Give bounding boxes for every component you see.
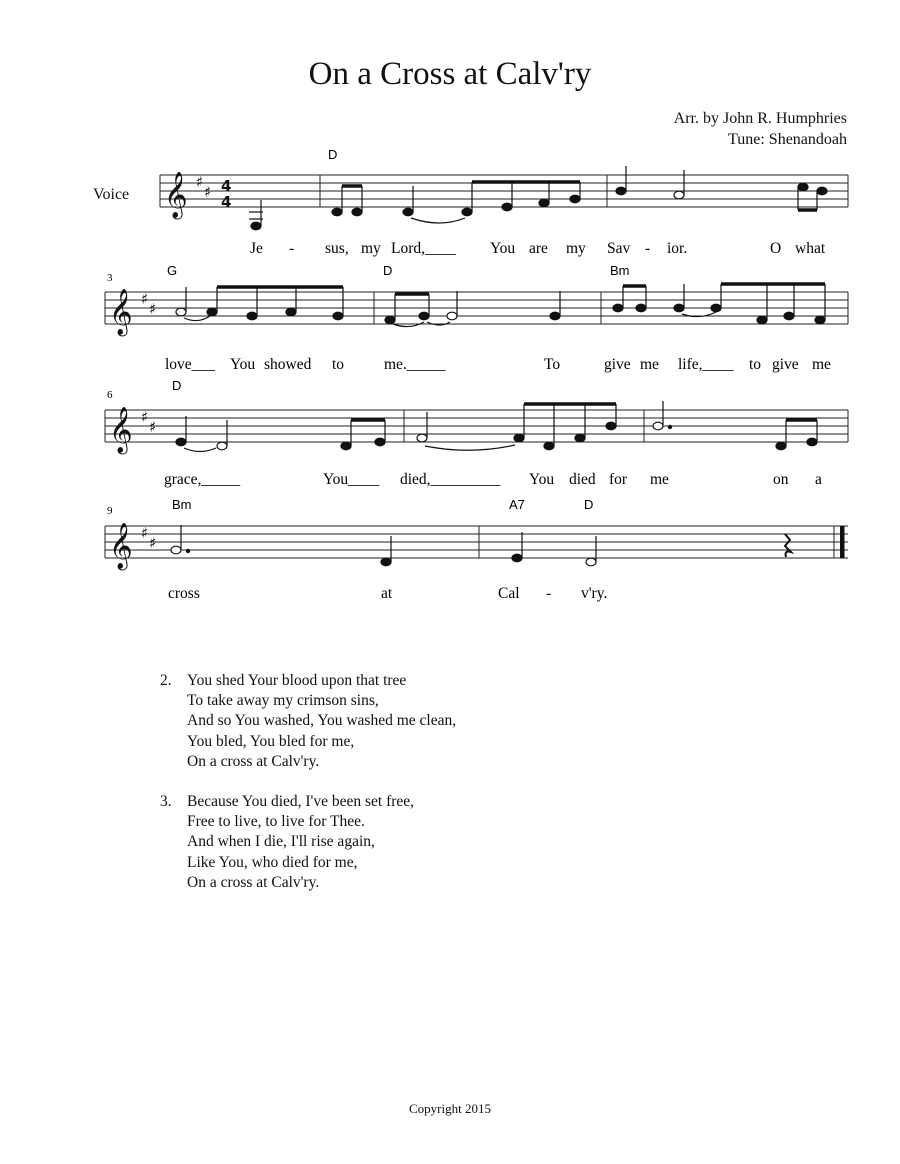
verse-2 [160, 671, 456, 772]
chord-symbol: Bm [610, 263, 630, 278]
verse-line: On a cross at Calv'ry. [187, 873, 320, 891]
chord-symbol: A7 [509, 497, 525, 512]
verse-line: You shed Your blood upon that tree [187, 672, 407, 689]
chord-symbol: D [584, 497, 594, 512]
copyright-notice: Copyright 2015 [409, 1101, 491, 1116]
lyric-syllable: died,_________ [400, 471, 501, 488]
verse-line: Free to live, to live for Thee. [187, 813, 365, 831]
chord-symbol: Bm [172, 497, 192, 512]
lyric-syllable: my [361, 240, 381, 257]
lyric-syllable: to [749, 356, 762, 373]
part-label-voice: Voice [93, 186, 130, 203]
lyric-syllable: You [490, 240, 516, 257]
lyric-syllable: To [544, 356, 561, 373]
treble-clef-icon: 𝄞 [109, 523, 133, 569]
quarter-rest-icon [785, 534, 791, 557]
measure-number: 9 [107, 505, 113, 517]
chord-symbol: D [383, 263, 393, 278]
lyric-syllable: Sav [607, 240, 631, 257]
notes-system-2 [176, 284, 825, 327]
lyric-syllable: on [773, 471, 789, 488]
lyric-syllable: give [772, 356, 799, 373]
lyric-syllable: You____ [323, 471, 380, 488]
lyric-syllable: Je [250, 240, 263, 257]
lyric-syllable: Cal [498, 585, 520, 602]
lyric-syllable: what [795, 240, 826, 257]
key-sharp-icon: ♯ [149, 418, 157, 436]
key-sharp-icon: ♯ [149, 300, 157, 318]
lyric-syllable: for [609, 471, 628, 488]
lyric-syllable: a [815, 471, 822, 488]
verse-number: 3. [160, 793, 172, 811]
measure-number: 3 [107, 272, 113, 284]
lyric-syllable: - [546, 585, 552, 602]
lyric-syllable: me [812, 356, 831, 373]
lyric-syllable: - [645, 240, 651, 257]
verse-line: To take away my crimson sins, [187, 692, 379, 710]
lyric-syllable: my [566, 240, 586, 257]
lyric-syllable: to [332, 356, 345, 373]
chord-symbol: D [172, 378, 182, 393]
lyric-syllable: sus, [325, 240, 349, 257]
time-sig-bottom: 4 [221, 193, 232, 211]
lyric-syllable: - [289, 240, 295, 257]
staff-lines [105, 175, 848, 558]
lyric-syllable: O [770, 240, 782, 257]
lyric-syllable: at [381, 585, 393, 602]
lyric-syllable: You [529, 471, 555, 488]
lyric-syllable: died [569, 471, 596, 488]
key-sharp-icon: ♯ [196, 173, 204, 191]
page-title: On a Cross at Calv'ry [308, 56, 592, 92]
verse-3 [160, 792, 456, 893]
verse-line: Because You died, I've been set free, [187, 793, 415, 811]
lyric-syllable: love___ [165, 356, 215, 373]
lyric-syllable: me [650, 471, 669, 488]
verse-lines [187, 792, 414, 893]
notes-system-1 [249, 166, 827, 230]
treble-clef-icon: 𝄞 [109, 289, 133, 335]
treble-clef-icon: 𝄞 [109, 407, 133, 453]
key-sharp-icon: ♯ [204, 183, 212, 201]
lyric-syllable: me [640, 356, 659, 373]
lyric-syllable: grace,_____ [164, 471, 241, 488]
verse-line: You bled, You bled for me, [187, 732, 355, 750]
verse-lines [187, 671, 456, 772]
verse-line: On a cross at Calv'ry. [187, 752, 320, 770]
key-sharp-icon: ♯ [141, 408, 149, 426]
notes-system-4 [171, 525, 791, 566]
lyric-syllable: showed [264, 356, 312, 373]
verse-line: And so You washed, You washed me clean, [187, 712, 457, 730]
lyric-syllable: life,____ [678, 356, 734, 373]
chord-symbol: G [167, 263, 178, 278]
key-sharp-icon: ♯ [141, 524, 149, 542]
lyric-syllable: cross [168, 585, 200, 602]
lyric-syllable: v'ry. [581, 585, 608, 602]
treble-clef-icon: 𝄞 [164, 172, 188, 218]
tune-credit: Tune: Shenandoah [728, 131, 847, 148]
key-sharp-icon: ♯ [141, 290, 149, 308]
additional-verses [160, 671, 456, 913]
lyric-syllable: ior. [667, 240, 688, 257]
verse-line: Like You, who died for me, [187, 853, 358, 871]
lyric-syllable: are [529, 240, 548, 257]
lyric-syllable: me._____ [384, 356, 446, 373]
final-barline [840, 526, 845, 558]
chord-symbol: D [328, 147, 338, 162]
lyric-syllable: give [604, 356, 631, 373]
measure-number: 6 [107, 389, 113, 401]
lyric-syllable: You [230, 356, 256, 373]
time-sig-top: 4 [221, 177, 232, 195]
lyric-syllable: Lord,____ [391, 240, 457, 257]
key-sharp-icon: ♯ [149, 534, 157, 552]
verse-number: 2. [160, 672, 172, 689]
arranger-credit: Arr. by John R. Humphries [673, 110, 847, 127]
verse-line: And when I die, I'll rise again, [187, 833, 375, 851]
